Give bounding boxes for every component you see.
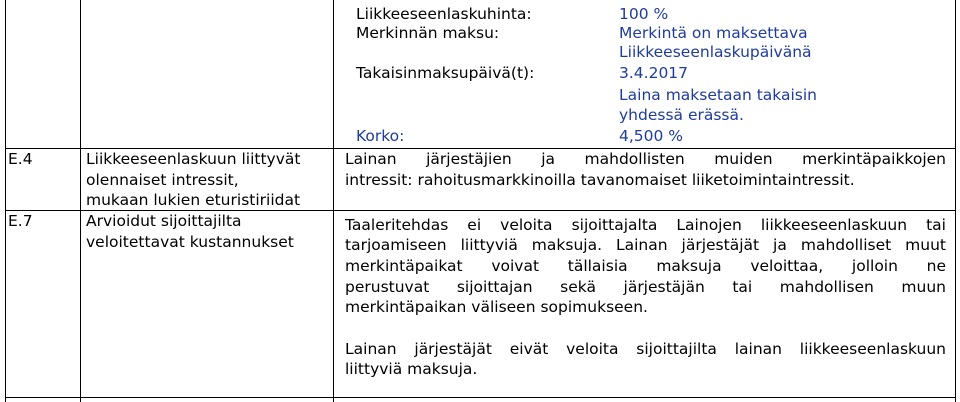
row-code-e4: E.4 [8, 150, 33, 168]
row-divider-e4 [5, 148, 956, 149]
issue-price-label: Liikkeeseenlaskuhinta: [356, 5, 532, 23]
row-text-e7-p1-line-4: perustuvat sijoittajan sekä järjestäjän tai mahdollisen muun [345, 278, 946, 296]
table-border-right [955, 0, 956, 402]
row-code-e7: E.7 [8, 212, 33, 230]
table-border-bottom [5, 397, 956, 398]
row-title-e4-line-1: Liikkeeseenlaskuun liittyvät [86, 150, 301, 168]
table-border-left [5, 0, 6, 402]
row-title-e4-line-2: olennaiset intressit, [86, 171, 239, 189]
payment-label: Merkinnän maksu: [356, 24, 500, 42]
payment-value-line-1: Merkintä on maksettava [619, 24, 808, 42]
row-title-e4-line-3: mukaan lukien eturistiriidat [86, 191, 301, 209]
col-divider-1 [80, 0, 81, 402]
repayment-value-line-2: Laina maksetaan takaisin [619, 86, 817, 104]
row-title-e7-line-1: Arvioidut sijoittajilta [86, 212, 242, 230]
row-text-e7-p1-line-2: tarjoamiseen liittyviä maksuja. Lainan järjestäjät ja mahdolliset muut [345, 236, 946, 254]
repayment-label: Takaisinmaksupäivä(t): [356, 64, 535, 82]
row-text-e7-p1-line-3: merkintäpaikat voivat tällaisia maksuja veloittaa, jolloin ne [345, 257, 946, 275]
interest-value: 4,500 % [619, 127, 684, 145]
interest-label: Korko: [356, 127, 405, 145]
repayment-value-line-1: 3.4.2017 [619, 64, 689, 82]
row-text-e7-p1-line-1: Taaleritehdas ei veloita sijoittajalta Lainojen liikkeeseenlaskuun tai [345, 216, 946, 234]
row-divider-e7 [5, 210, 956, 211]
payment-value-line-2: Liikkeeseenlaskupäivänä [619, 43, 812, 61]
row-text-e7-p2-line-1: Lainan järjestäjät eivät veloita sijoittajilta lainan liikkeeseenlaskuun [345, 340, 946, 358]
row-text-e4-line-2: intressit: rahoitusmarkkinoilla tavanomaiset liiketoimintaintressit. [345, 171, 855, 189]
row-text-e7-p1-line-5: merkintäpaikan väliseen sopimukseen. [345, 298, 648, 316]
row-text-e4-line-1: Lainan järjestäjien ja mahdollisten muiden merkintäpaikkojen [345, 150, 946, 168]
row-text-e7-p2-line-2: liittyviä maksuja. [345, 360, 478, 378]
issue-price-value: 100 % [619, 5, 669, 23]
col-divider-2 [333, 0, 334, 402]
repayment-value-line-3: yhdessä erässä. [619, 106, 744, 124]
row-title-e7-line-2: veloitettavat kustannukset [86, 233, 294, 251]
